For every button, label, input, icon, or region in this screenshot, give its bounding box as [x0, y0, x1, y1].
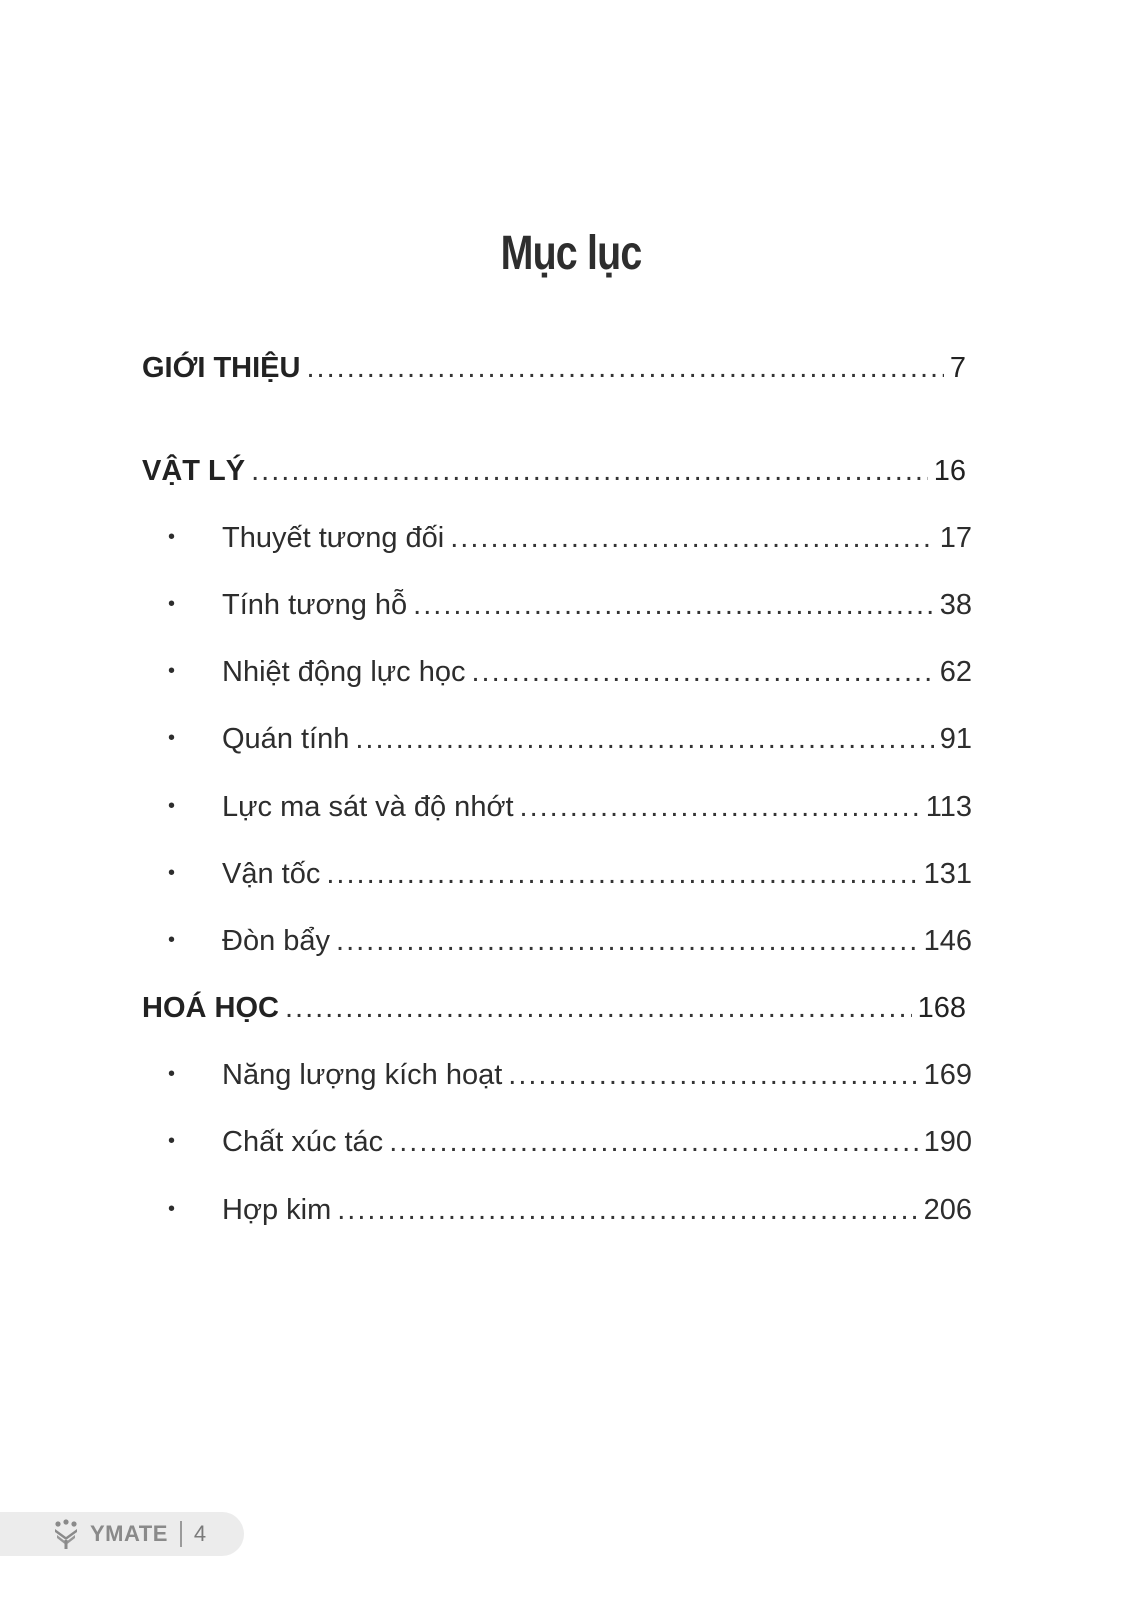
bullet-icon: • — [168, 593, 176, 615]
dot-leader — [450, 522, 934, 555]
toc-section-vat-ly — [142, 455, 966, 488]
toc-item-label: Hợp kim — [222, 1194, 332, 1226]
footer-page-number: 4 — [193, 1521, 207, 1546]
toc-page-number: 38 — [939, 589, 972, 621]
toc-item — [168, 1126, 972, 1159]
toc-section-hoa-hoc — [142, 992, 966, 1025]
bullet-icon: • — [168, 929, 176, 951]
toc-page-number: 62 — [939, 656, 972, 688]
bullet-icon: • — [168, 1130, 176, 1152]
toc-section-gioi-thieu — [142, 352, 966, 385]
dot-leader — [337, 1194, 917, 1227]
toc-item-label: Vận tốc — [222, 858, 321, 890]
bullet-icon: • — [168, 795, 176, 817]
dot-leader — [285, 992, 912, 1025]
brand-name: YMATE — [90, 1521, 168, 1546]
toc-page-number: 7 — [949, 352, 966, 384]
toc-page-number: 131 — [923, 858, 972, 890]
dot-leader — [251, 455, 928, 488]
page-title: Mục lục — [500, 227, 642, 280]
toc-page-number: 168 — [917, 992, 966, 1024]
dot-leader — [508, 1059, 917, 1092]
toc-item-label: Năng lượng kích hoạt — [222, 1059, 503, 1091]
toc-item-label: Thuyết tương đối — [222, 522, 445, 554]
toc-item — [168, 723, 972, 756]
toc-page-number: 146 — [923, 925, 972, 957]
dot-leader — [413, 589, 934, 622]
toc-item-label: Đòn bẩy — [222, 925, 331, 957]
page-footer — [0, 1512, 244, 1556]
bullet-icon: • — [168, 1198, 176, 1220]
toc-item — [168, 925, 972, 958]
toc-page-number: 16 — [933, 455, 966, 487]
toc-item-label: Tính tương hỗ — [222, 589, 408, 621]
dot-leader — [520, 791, 920, 824]
toc-item-label: Lực ma sát và độ nhớt — [222, 791, 514, 823]
toc-section-label: VẬT LÝ — [142, 455, 246, 487]
bullet-icon: • — [168, 727, 176, 749]
toc-page-number: 206 — [923, 1194, 972, 1226]
bullet-icon: • — [168, 862, 176, 884]
dot-leader — [355, 723, 933, 756]
toc-page-number: 169 — [923, 1059, 972, 1091]
bullet-icon: • — [168, 526, 176, 548]
toc-item-label: Nhiệt động lực học — [222, 656, 466, 688]
toc-item — [168, 791, 972, 824]
footer-divider — [180, 1521, 182, 1547]
toc-item — [168, 656, 972, 689]
toc-item — [168, 589, 972, 622]
dot-leader — [472, 656, 934, 689]
toc-item — [168, 1194, 972, 1227]
toc-item — [168, 522, 972, 555]
toc-item-label: Quán tính — [222, 723, 350, 755]
bullet-icon: • — [168, 660, 176, 682]
toc-page-number: 190 — [923, 1126, 972, 1158]
toc-page-number: 17 — [939, 522, 972, 554]
dot-leader — [336, 925, 918, 958]
ymate-logo-icon — [50, 1518, 82, 1550]
toc-page-number: 113 — [925, 791, 972, 823]
dot-leader — [306, 352, 943, 385]
dot-leader — [326, 858, 917, 891]
toc-item-label: Chất xúc tác — [222, 1126, 384, 1158]
bullet-icon: • — [168, 1063, 176, 1085]
toc-section-label: HOÁ HỌC — [142, 992, 279, 1024]
toc-item — [168, 1059, 972, 1092]
toc-item — [168, 858, 972, 891]
toc-page-number: 91 — [939, 723, 972, 755]
toc-section-label: GIỚI THIỆU — [142, 352, 301, 384]
dot-leader — [389, 1126, 917, 1159]
